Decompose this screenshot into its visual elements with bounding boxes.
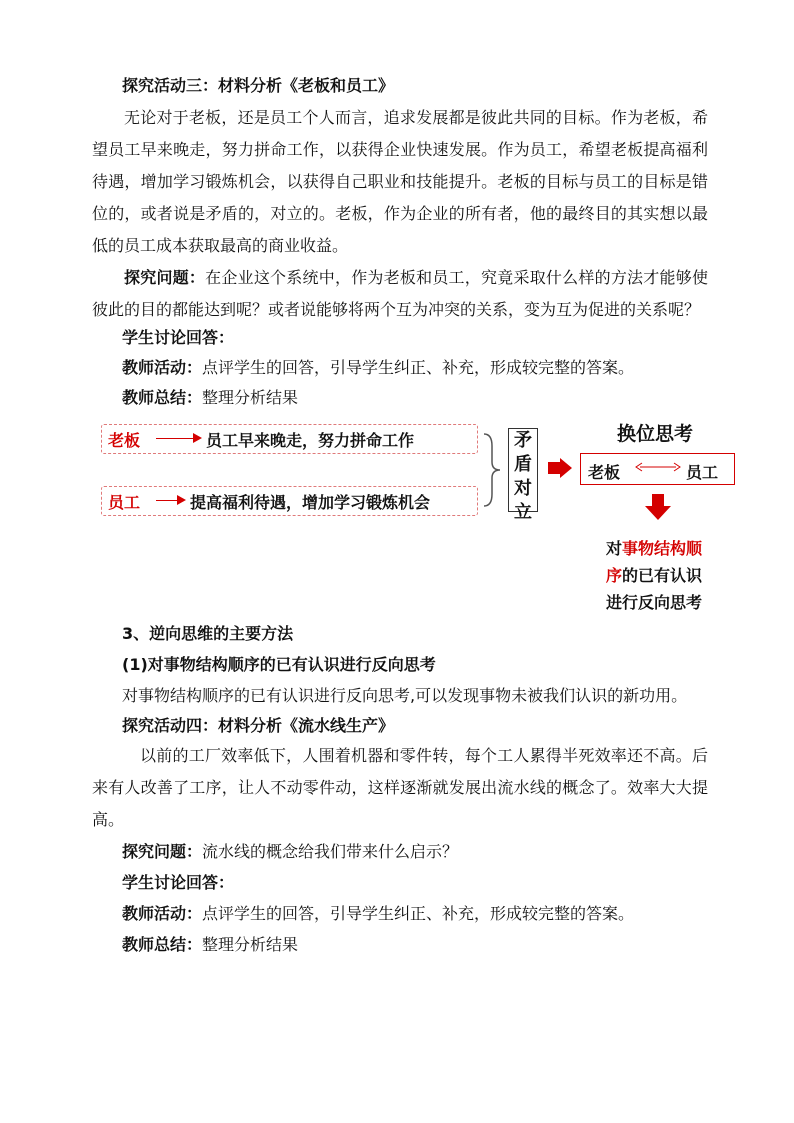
activity4-discuss: 学生讨论回答： [122,873,235,892]
activity4-teacher [122,904,634,924]
activity3-discuss: 学生讨论回答： [122,328,235,347]
conclusion-mid: 的已有认识 [622,566,703,585]
activity3-summary [122,388,298,408]
teacher-label: 教师活动： [122,904,203,923]
teacher-label: 教师活动： [122,358,203,377]
staff-goal: 提高福利待遇，增加学习锻炼机会 [190,493,431,512]
question-label: 探究问题： [124,268,206,287]
summary-label: 教师总结： [122,388,203,407]
conclusion-emphasis-2: 序 [606,566,623,585]
conflict-char: 立 [514,502,532,523]
section3-heading: 3、逆向思维的主要方法 [122,624,294,643]
boss-goal: 员工早来晚走，努力拼命工作 [206,431,415,450]
conflict-char: 盾 [514,454,532,475]
swap-left: 老板 [588,463,621,482]
summary-label: 教师总结： [122,935,203,954]
conclusion-line-3: 进行反向思考 [606,593,703,612]
conclusion-emphasis: 事物结构顺 [622,539,703,558]
swap-title: 换位思考 [617,423,694,445]
staff-arrow-head [177,495,186,505]
question-label: 探究问题： [122,842,203,861]
staff-arrow [156,500,178,501]
conclusion-line-2 [606,563,702,586]
conflict-char: 对 [514,478,532,499]
brace-icon [482,432,504,508]
conclusion-prefix: 对 [606,539,623,558]
staff-label: 员工 [108,493,141,512]
conclusion-line-1 [606,536,702,559]
conflict-char: 矛 [514,430,532,451]
question-text: 流水线的概念给我们带来什么启示？ [202,842,459,861]
activity4-summary [122,935,298,955]
down-arrow-icon [645,494,671,520]
double-arrow-icon [634,462,682,472]
activity3-title: 探究活动三：材料分析《老板和员工》 [122,76,395,95]
question-text: 在企业这个系统中，作为老板和员工，究竟采取什么样的方法才能够使彼此的目的都能达到呢？或者说能够将两个互为冲突的关系，变为互为促进的关系呢？ [92,268,708,319]
teacher-text: 点评学生的回答，引导学生纠正、补充，形成较完整的答案。 [202,904,635,923]
conflict-box [508,428,538,523]
boss-arrow [156,438,194,439]
summary-text: 整理分析结果 [202,388,299,407]
activity4-body: 以前的工厂效率低下，人围着机器和零件转，每个工人累得半死效率还不高。后来有人改善了工序，让人不动零件动，这样逐渐就发展出流水线的概念了。效率大大提高。 [92,746,708,829]
activity3-teacher [122,358,634,378]
right-arrow-icon [548,458,572,478]
activity4-question [122,842,458,862]
boss-label: 老板 [108,431,141,450]
boss-arrow-head [193,433,202,443]
activity3-question [92,262,708,326]
activity4-title: 探究活动四：材料分析《流水线生产》 [122,716,395,735]
teacher-text: 点评学生的回答，引导学生纠正、补充，形成较完整的答案。 [202,358,635,377]
swap-right: 员工 [686,463,719,482]
summary-text: 整理分析结果 [202,935,299,954]
section3-text: 对事物结构顺序的已有认识进行反向思考,可以发现事物未被我们认识的新功用。 [122,686,688,705]
activity3-body: 无论对于老板，还是员工个人而言，追求发展都是彼此共同的目标。作为老板，希望员工早来晚走，努力拼命工作，以获得企业快速发展。作为员工，希望老板提高福利待遇，增加学习锻炼机会，以获得自己职业和技能提升。老板的目标与员工的目标是错位的，或者说是矛盾的，对立的。老板，作为企业的所有者，他的最终目的其实想以最低的员工成本获取最高的商业收益。 [92,108,708,255]
section3-subheading: (1)对事物结构顺序的已有认识进行反向思考 [122,655,436,674]
